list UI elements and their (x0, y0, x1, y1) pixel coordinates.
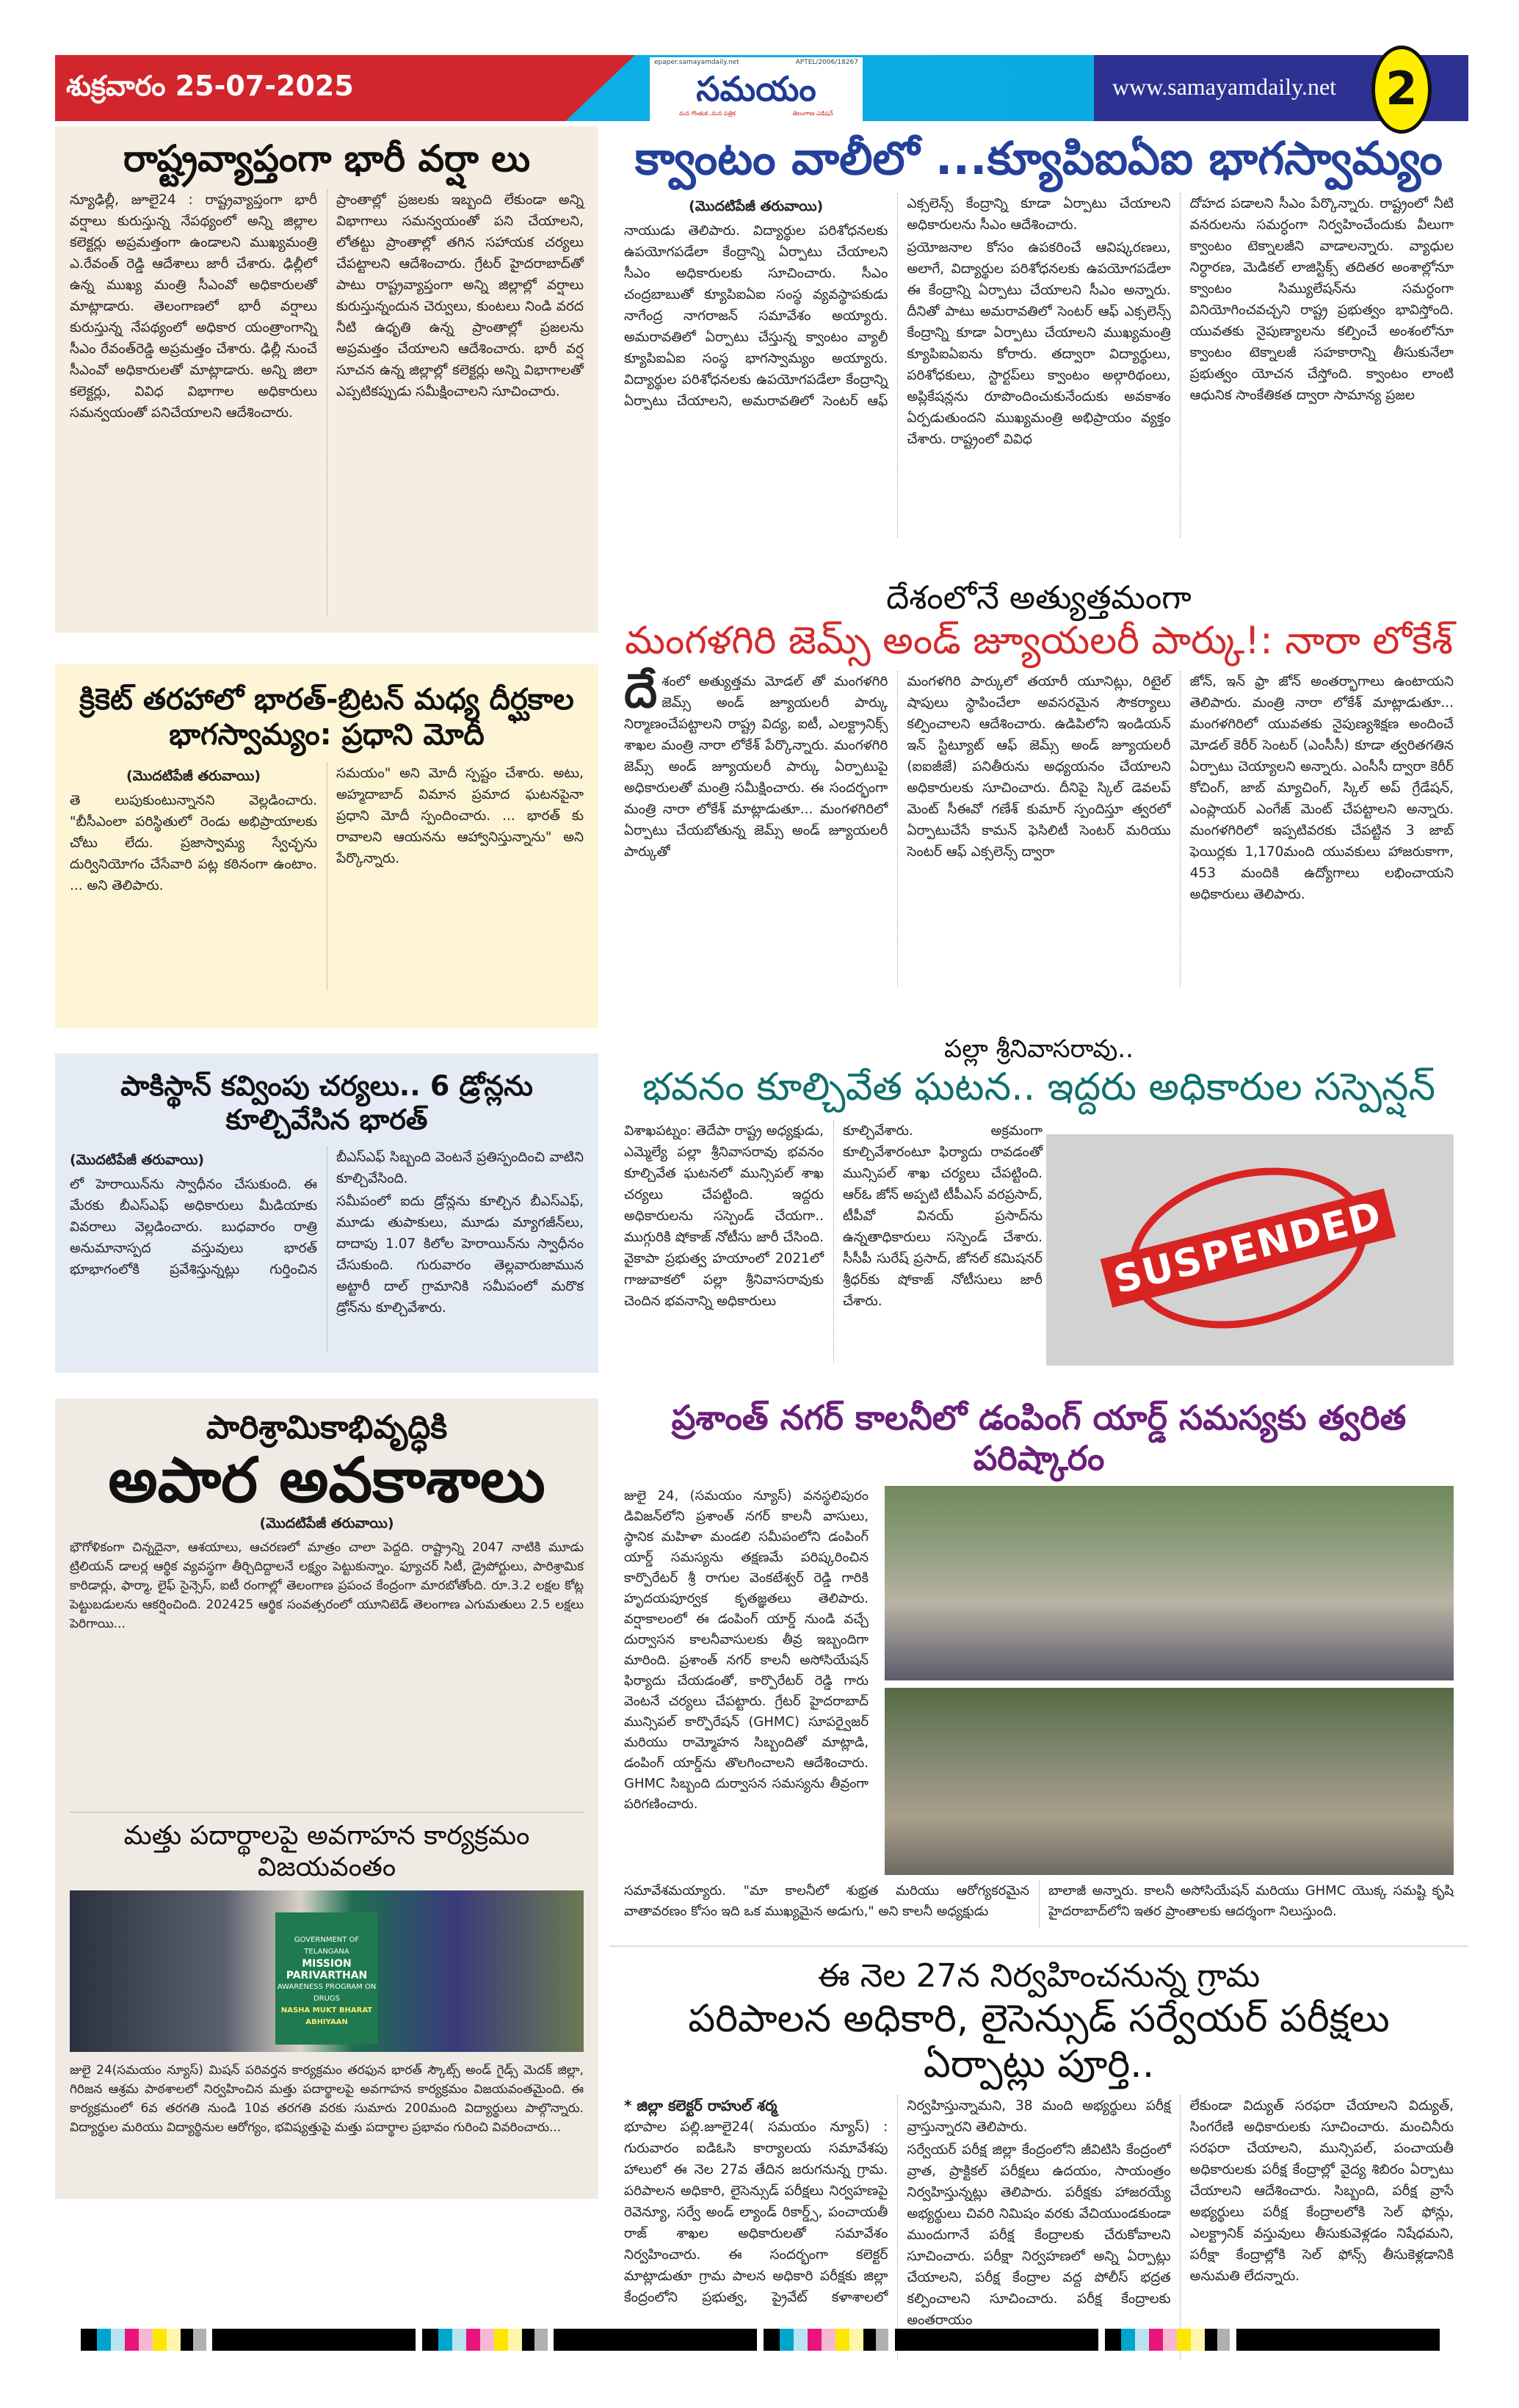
continued-label: (మొదటిపేజీ తరువాయి) (126, 768, 261, 784)
color-swatch (1230, 2329, 1236, 2351)
suspended-stamp-image (1046, 1134, 1454, 1366)
headline: రాష్ట్రవ్యాప్తంగా భారీ వర్షా లు (123, 137, 531, 180)
headline: అపార అవకాశాలు (108, 1443, 545, 1516)
print-color-bar (81, 2329, 1446, 2351)
article-paragraph: ప్రాంతాల్లో ప్రజలకు ఇబ్బంది లేకుండా అన్ని విభాగాలు సమన్వయంతో పని చేయాలని, లోతట్టు ప్రాంతాల్లో తగిన సహాయక చర్యలు చేపట్టాలని ఆదేశించారు. గ్రేటర్ హైదరాబాద్‌తో పాటు రాష్ట్రవ్యాప్తంగా అన్ని జిల్లాల్లో వర్షాలు కురుస్తున్నందున చెర్వులు, కుంటలు నిండి వరద నీటి ఉధృతి ఉన్న ప్రాంతాల్లో ప్రజలను అప్రమత్తం చేయాలని ఆదేశించారు. భారీ వర్ష సూచన ఉన్న జిల్లాల్లో కలెక్టర్లు అన్ని విభాగాలతో ఎప్పటికప్పుడు సమీక్షించాలని సూచించారు. (336, 192, 584, 399)
article-paragraph: సమీపంలో ఐదు డ్రోన్లను కూల్చిన బీఎస్ఎఫ్, మూడు తుపాకులు, మూడు మ్యాగజీన్‌లు, దాదాపు 1.07 కిలోల హెరాయిన్‌ను స్వాధీనం చేసుకుంది. గురువారం తెల్లవారుజామున అట్టారీ దాల్ గ్రామానికి సమీపంలో మరొక డ్రోన్‌ను కూల్చివేశారు. (336, 1194, 584, 1316)
headline: ప్రశాంత్ నగర్ కాలనీలో డంపింగ్ యార్డ్ సమస్యకు త్వరిత పరిష్కారం (671, 1398, 1407, 1479)
issue-date: శుక్రవారం 25-07-2025 (66, 70, 354, 102)
color-swatch (1105, 2329, 1121, 2351)
color-swatch (466, 2329, 480, 2351)
color-swatch (534, 2329, 547, 2351)
color-swatch (81, 2329, 97, 2351)
color-swatch (1440, 2329, 1446, 2351)
article-pakistan (55, 1054, 598, 1373)
banner-line: AWARENESS PROGRAM ON DRUGS (277, 1983, 377, 2003)
banner-line: GOVERNMENT OF TELANGANA (294, 1936, 360, 1956)
headline-kicker: దేశంలోనే అత్యుత్తమంగా (886, 579, 1192, 617)
color-swatch (822, 2329, 835, 2351)
color-swatch (1236, 2329, 1440, 2351)
color-swatch (888, 2329, 895, 2351)
color-swatch (508, 2329, 522, 2351)
color-swatch (1177, 2329, 1191, 2351)
color-swatch (416, 2329, 422, 2351)
color-swatch (757, 2329, 764, 2351)
color-swatch (764, 2329, 780, 2351)
banner-line: MISSION (302, 1958, 352, 1970)
headline: పరిపాలన అధికారి, లైసెన్సుడ్ సర్వేయర్ పరీక్షలు ఏర్పాట్లు పూర్తి.. (688, 1996, 1390, 2087)
color-swatch (548, 2329, 554, 2351)
newspaper-logo (650, 57, 863, 123)
color-swatch (1135, 2329, 1149, 2351)
color-swatch (835, 2329, 849, 2351)
color-swatch (794, 2329, 808, 2351)
headline-kicker: ఈ నెల 27న నిర్వహించనున్న గ్రామ (817, 1957, 1261, 1995)
article-paragraph: విశాఖపట్నం: తెదేపా రాష్ట్ర అధ్యక్షుడు, ఎమ్మెల్యే పల్లా శ్రీనివాసరావు భవనం కూల్చివేత ఘటనలో మున్సిపల్ శాఖ చర్యలు చేపట్టింది. ఇద్దరు అధికారులను సస్పెండ్ చేయగా.. ముగ్గురికి షోకాజ్ నోటీసు జారీ చేసింది. వైకాపా ప్రభుత్వ హయాంలో 2021లో గాజువాకలో పల్లా శ్రీనివాసరావుకు చెందిన భవనాన్ని అధికారులు (624, 1123, 824, 1310)
drugs-headline: మత్తు పదార్థాలపై అవగాహన కార్యక్రమం విజయవంతం (123, 1820, 530, 1883)
headline: క్వాంటం వాలీలో ...క్యూపిఐఏఐ భాగస్వామ్యం (635, 131, 1443, 185)
article-divider (70, 1812, 584, 1813)
logo-tagline: మన గొంతుక..మన పత్రిక (679, 110, 736, 117)
logo-url: epaper.samayamdaily.net (654, 59, 739, 66)
color-swatch (808, 2329, 822, 2351)
color-swatch (863, 2329, 876, 2351)
color-swatch (212, 2329, 416, 2351)
article-paragraph: జోన్, ఇన్ ఫ్రా జోన్ అంతర్భాగాలు ఉంటాయని తెలిపారు. మంత్రి నారా లోకేశ్ మాట్లాడుతూ... మంగళగిరిలో యువతకు నైపుణ్యశిక్షణ అందించే మోడల్ కెరీర్ సెంటర్ (ఎంసీసీ) కూడా త్వరితగతిన ఏర్పాటు చెయ్యాలని అన్నారు. ఎంసీసీ ద్వారా కెరీర్ కోచింగ్, జాబ్ మ్యాచింగ్, స్కిల్ అప్ గ్రేడేషన్, ఎంప్లాయర్ ఎంగేజ్ మెంట్ చేపట్టాలని అన్నారు. మంగళగిరిలో ఇప్పటివరకు చేపట్టిన 3 జాబ్ ఫెయిర్లకు 1,170మంది యువకులు హాజరుకాగా, 453 మందికి ఉద్యోగాలు లభించాయని అధికారులు తెలిపారు. (1189, 674, 1454, 903)
headline: మంగళగిరి జెమ్స్ అండ్ జ్యూయలరీ పార్కు!: నారా లోకేశ్ (625, 618, 1453, 663)
article-paragraph: సమయం" అని మోదీ స్పష్టం చేశారు. అటు, అహ్మదాబాద్ విమాన ప్రమాద ఘటనపైనా ప్రధాని మోదీ స్పందించారు. ... భారత్ కు రావాలని ఆయనను ఆహ్వానిస్తున్నాను" అని పేర్కొన్నారు. (336, 766, 584, 866)
color-swatch (139, 2329, 153, 2351)
article-paragraph: ప్రయోజనాల కోసం ఉపకరించే ఆవిష్కరణలు, అలాగే, విద్యార్థుల పరిశోధనలకు ఉపయోగపడేలా ఈ కేంద్రాన్ని ఏర్పాటు చేయాలని సీఎం అన్నారు. దీనితో పాటు అమరావతిలో సెంటర్ ఆఫ్ ఎక్సలెన్స్ కేంద్రాన్ని కూడా ఏర్పాటు చేయాలని ముఖ్యమంత్రి క్యూపిఐఏఐను కోరారు. తద్వారా విద్యార్థులు, పరిశోధకులు, స్టార్టప్‌లు క్వాంటం అల్గారిథంలు, అప్లికేషన్లను రూపొందించుకునేందుకు అవకాశం ఏర్పడుతుందని ముఖ్యమంత్రి అభిప్రాయం వ్యక్తం చేశారు. రాష్ట్రంలో వివిధ (907, 240, 1171, 448)
headline-kicker: పల్లా శ్రీనివాసరావు.. (944, 1034, 1134, 1064)
color-swatch (1163, 2329, 1177, 2351)
headline: భవనం కూల్చివేత ఘటన.. ఇద్దరు అధికారుల సస్పెన్షన్ (642, 1065, 1436, 1109)
color-swatch (480, 2329, 494, 2351)
headline-kicker: పారిశ్రామికాభివృద్ధికి (206, 1409, 448, 1446)
logo-text: సమయం (696, 69, 816, 109)
color-swatch (193, 2329, 206, 2351)
article-paragraph: తె లుపుకుంటున్నానని వెల్లడించారు. "బీసీఎంలా పరిస్థితులో రెండు అభిప్రాయాలకు చోటు లేదు. ప్రజాస్వామ్య స్వేచ్ఛను దుర్వినియోగం చేసేవారి పట్ల కఠినంగా ఉంటాం. ... అని తెలిపారు. (70, 793, 317, 893)
color-swatch (153, 2329, 167, 2351)
color-swatch (1205, 2329, 1217, 2351)
dumping-yard-photo (885, 1688, 1454, 1875)
article-paragraph: భూపాల పల్లి.జూలై24( సమయం న్యూస్) : గురువారం ఐడిఓసి కార్యాలయ సమావేశపు హాలులో ఈ నెల 27వ తేదిన జరుగనున్న గ్రామ. పరిపాలన అధికారి, లైసెన్సుడ్ పరీక్షలు నిర్వహణపై రెవెన్యూ, సర్వే అండ్ ల్యాండ్ రికార్డ్స్, పంచాయతీ రాజ్ శాఖల అధికారులతో సమావేశం నిర్వహించారు. ఈ సందర్భంగా కలెక్టర్ మాట్లాడుతూ గ్రామ పాలన అధికారి పరీక్షకు జిల్లా కేంద్రంలోని ప్రభుత్వ, ప్రైవేట్ కళాశాలలో నిర్వహిస్తున్నామని, 38 మంది అభ్యర్థులు పరీక్ష వ్రాస్తున్నారని తెలిపారు. (624, 2097, 1171, 2305)
color-swatch (494, 2329, 508, 2351)
color-swatch (125, 2329, 139, 2351)
dumping-footer-text (624, 1881, 1454, 1928)
color-swatch (876, 2329, 888, 2351)
article-paragraph: శంలో అత్యుత్తమ మోడల్ తో మంగళగిరి జెమ్స్ అండ్ జ్యూయలరీ పార్కు నిర్మాణంచేపట్టాలని రాష్ట్ర విద్య, ఐటీ, ఎలక్ట్రానిక్స్ శాఖల మంత్రి నారా లోకేశ్ పేర్కొన్నారు. మంగళగిరి జెమ్స్ అండ్ జ్యూయలరీ పార్కు ఏర్పాటుపై అధికారులతో మంత్రి సమీక్షించారు. ఈ సందర్భంగా మంత్రి నారా లోకేశ్ మాట్లాడుతూ... మంగళగిరిలో ఏర్పాటు చేయబోతున్న జెమ్స్ అండ్ జ్యూయలరీ పార్కుతో (624, 674, 888, 860)
color-swatch (1098, 2329, 1105, 2351)
logo-edition: తెలంగాణ ఎడిషన్ (792, 110, 833, 117)
color-swatch (1149, 2329, 1163, 2351)
article-rains (55, 126, 598, 633)
article-paragraph: న్యూఢిల్లీ, జూలై24 : రాష్ట్రవ్యాప్తంగా భారీ వర్షాలు కురుస్తున్న నేపథ్యంలో అన్ని జిల్లాల కలెక్టర్లు అప్రమత్తంగా ఉండాలని ముఖ్యమంత్రి ఎ.రేవంత్ రెడ్డి ఆదేశాలు జారీ చేశారు. ఢిల్లీలో ఉన్న ముఖ్య మంత్రి సీఎంవో అధికారులతో మాట్లాడారు. తెలంగాణలో భారీ వర్షాలు కురుస్తున్న నేపథ్యంలో అధికార యంత్రాంగాన్ని సీఎం రేవంత్‌రెడ్డి అప్రమత్తం చేశారు. ఢిల్లీ నుంచే సీఎంవో అధికారులతో మాట్లాడారు. అన్ని జిలా కలెక్టర్లు, వివిధ విభాగాల అధికారులు సమన్వయంతో పనిచేయాలని ఆదేశించారు. (70, 192, 317, 421)
article-paragraph: లో హెరాయిన్‌ను స్వాధీనం చేసుకుంది. ఈ మేరకు బీఎస్ఎఫ్ అధికారులు మీడియాకు వివరాలు వెల్లడించారు. బుధవారం రాత్రి అనుమానాస్పద వస్తువులు భారత్ భూభాగంలోకి ప్రవేశిస్తున్నట్లు గుర్తించిన బీఎస్ఎఫ్ సిబ్బంది వెంటనే ప్రతిస్పందించి వాటిని కూల్చివేసింది. (70, 1150, 584, 1278)
byline: * జిల్లా కలెక్టర్ రాహుల్ శర్మ (624, 2096, 777, 2114)
logo-reg: APTEL/2006/18267 (795, 59, 858, 66)
article-cricket (55, 664, 598, 1028)
banner-line: PARIVARTHAN (286, 1970, 368, 1982)
color-swatch (849, 2329, 863, 2351)
article-paragraph: దోహద పడాలని సీఎం పేర్కొన్నారు. రాష్ట్రంలో నీటి వనరులను సమర్ధంగా నిర్వహించేందుకు వీలుగా క్వాంటం టెక్నాలజీని వాడాలన్నారు. వ్యాధుల నిర్ధారణ, మెడికల్ లాజిస్టిక్స్ తదితర అంశాల్లోనూ క్వాంటం సిమ్యులేషన్‌ను సమర్ధంగా వినియోగించవచ్చని రాష్ట్ర ప్రభుత్వం భావిస్తోంది. యువతకు నైపుణ్యాలను కల్పించే అంశంలోనూ క్వాంటం టెక్నాలజీ సహకారాన్ని తీసుకునేలా ప్రభుత్వం యోచన చేస్తోంది. క్వాంటం లాంటి ఆధునిక సాంకేతికత ద్వారా సామాన్య ప్రజల (1189, 196, 1454, 404)
color-swatch (780, 2329, 794, 2351)
article-paragraph: భౌగోళికంగా చిన్నదైనా, ఆశయాలు, ఆచరణలో మాత్రం చాలా పెద్దది. రాష్ట్రాన్ని 2047 నాటికి మూడు ట్రిలియన్ డాలర్ల ఆర్థిక వ్యవస్థగా తీర్చిదిద్దాలనే లక్ష్యం పెట్టుకున్నాం. ఫ్యూచర్ సిటీ, డ్రైపోర్టులు, పారిశ్రామిక కారిడార్లు, ఫార్మా, లైఫ్ సైన్సెస్, ఐటీ రంగాల్లో తెలంగాణ ప్రపంచ కేంద్రంగా మారబోతోంది. రూ.3.2 లక్షల కోట్ల పెట్టుబడులను ఆకర్షించింది. 202425 ఆర్థిక సంవత్సరంలో యూనిటెడ్ తెలంగాణ ఎగుమతులు 2.5 లక్షలు పెరిగాయి... (70, 1540, 584, 1631)
color-swatch (206, 2329, 213, 2351)
article-paragraph: జులై 24, (సమయం న్యూస్) వనస్థలిపురం డివిజన్‌లోని ప్రశాంత్ నగర్ కాలనీ వాసులు, స్థానిక మహిళా మండలి సమీపంలోని డంపింగ్ యార్డ్ సమస్యను తక్షణమే పరిష్కరించిన కార్పొరేటర్ శ్రీ రాగుల వెంకటేశ్వర్ రెడ్డి గారికి హృదయపూర్వక కృతజ్ఞతలు తెలిపారు. వర్షాకాలంలో ఈ డంపింగ్ యార్డ్ నుండి వచ్చే దుర్వాసన కాలనీవాసులకు తీవ్ర ఇబ్బందిగా మారింది. ప్రశాంత్ నగర్ కాలనీ అసోసియేషన్ ఫిర్యాదు చేయడంతో, కార్పొరేటర్ రెడ్డి గారు వెంటనే చర్యలు చేపట్టారు. గ్రేటర్ హైదరాబాద్ మున్సిపల్ కార్పొరేషన్ (GHMC) సూపర్వైజర్ మరియు రామ్మోహన సిబ్బందితో మాట్లాడి, డంపింగ్ యార్డ్‌ను తొలగించాలని ఆదేశించారు. GHMC సిబ్బంది దుర్వాసన సమస్యను తీవ్రంగా పరిగణించారు. (624, 1488, 869, 1813)
article-paragraph: సమావేశమయ్యారు. "మా కాలనీలో శుభ్రత మరియు ఆరోగ్యకరమైన వాతావరణం కోసం ఇది ఒక ముఖ్యమైన అడుగు," అని కాలనీ అధ్యక్షుడు (624, 1883, 1029, 1919)
banner-line: NASHA MUKT BHARAT ABHIYAAN (280, 2006, 373, 2027)
article-demolition (609, 1024, 1468, 1377)
article-dumping-yard (609, 1388, 1468, 1938)
page-number-badge: 2 (1371, 46, 1432, 134)
stamp-ring (1109, 1144, 1387, 1352)
stamp-text: SUSPENDED (1101, 1189, 1396, 1308)
color-swatch (181, 2329, 193, 2351)
color-swatch (1217, 2329, 1230, 2351)
headline: క్రికెట్ తరహాలో భారత్-బ్రిటన్ మధ్య దీర్ఘకాల భాగస్వామ్యం: ప్రధాని మోదీ (79, 683, 574, 752)
article-paragraph: లేకుండా విద్యుత్ సరఫరా చేయాలని విద్యుత్, సింగరేణి అధికారులకు సూచించారు. మంచినీరు సరఫరా చేయాలని, మున్సిపల్, పంచాయతీ అధికారులకు పరీక్ష కేంద్రాల్లో వైద్య శిబిరం ఏర్పాటు చేయాలని ఆదేశించారు. సిబ్బంది, పరీక్ష వ్రాసే అభ్యర్థులు పరీక్ష కేంద్రాలలోకి సెల్ ఫోన్లు, ఎలక్ట్రానిక్ వస్తువులు తీసుకువెళ్లడం నిషేధమని, పరీక్షా కేంద్రాల్లోకి సెల్ ఫోన్స్ తీసుకెళ్లడానికి అనుమతి లేదన్నారు. (1189, 2097, 1454, 2284)
article-paragraph: మంగళగిరి పార్కులో తయారీ యూనిట్లు, రిటైల్ షాపులు స్థాపించేలా అవసరమైన సౌకర్యాలు కల్పించాలని ఆదేశించారు. ఉడిపిలోని ఇండియన్ ఇన్ స్టిట్యూట్ ఆఫ్ జెమ్స్ అండ్ జ్యూయలరీ (ఐఐజీజే) పనితీరును అధ్యయనం చేయాలని అధికారులకు సూచించారు. దీనిపై స్కిల్ డెవలప్ మెంట్ సీఈవో గణేశ్ కుమార్ స్పందిస్తూ త్వరలో ఏర్పాటుచేసే కామన్ ఫెసిలిటీ సెంటర్ మరియు సెంటర్ ఆఫ్ ఎక్సలెన్స్ ద్వారా (907, 674, 1171, 860)
color-swatch (1121, 2329, 1135, 2351)
continued-label: (మొదటిపేజీ తరువాయి) (70, 1152, 205, 1169)
color-swatch (452, 2329, 466, 2351)
corporator-visit-photo (885, 1486, 1454, 1680)
color-swatch (1191, 2329, 1205, 2351)
article-paragraph: కూల్చివేశారు. అక్రమంగా కూల్చివేశారంటూ ఫిర్యాదు రావడంతో మున్సిపల్ శాఖ చర్యలు చేపట్టింది. ఆర్ఓ జోన్ అప్పటి టీపీఎస్ వరప్రసాద్, టీపీవో వినయ్ ప్రసాద్‌ను ఉన్నతాధికారులు సస్పెండ్ చేశారు. సీసీపీ సురేష్ ప్రసాద్, జోనల్ కమిషనర్ శ్రీధర్‌కు షోకాజ్ నోటీసులు జారీ చేశారు. (843, 1123, 1043, 1310)
article-paragraph: బాలాజీ అన్నారు. కాలనీ అసోసియేషన్ మరియు GHMC యొక్క సమష్టి కృషి హైదరాబాద్‌లోని ఇతర ప్రాంతాలకు ఆదర్శంగా నిలుస్తుంది. (1048, 1883, 1454, 1919)
website-link[interactable]: www.samayamdaily.net (1112, 73, 1337, 100)
dumping-photos (885, 1486, 1454, 1875)
article-paragraph: జులై 24(సమయం న్యూస్) మిషన్ పరివర్తన కార్యక్రమం తరఫున భారత్ స్కౌట్స్ అండ్ గైడ్స్ మెదక్ జిల్లా, గిరిజన ఆశ్రమ పాఠశాలలో నిర్వహించిన మత్తు పదార్థాలపై అవగాహన కార్యక్రమం విజయవంతమైంది. ఈ కార్యక్రమంలో 6వ తరగతి నుండి 10వ తరగతి వరకు సుమారు 200మంది విద్యార్థులు పాల్గొన్నారు. విద్యార్థుల మరియు విద్యార్థినుల ఆరోగ్యం, భవిష్యత్తుపై మత్తు పదార్థాల ప్రభావం గురించి వివరించారు... (70, 2063, 584, 2136)
continued-label: (మొదటిపేజీ తరువాయి) (689, 198, 824, 215)
color-swatch (111, 2329, 125, 2351)
color-swatch (422, 2329, 438, 2351)
article-gems (609, 569, 1468, 1009)
color-swatch (554, 2329, 757, 2351)
article-quantum (609, 121, 1468, 554)
drop-cap: దే (624, 664, 658, 719)
color-swatch (438, 2329, 452, 2351)
article-exams (609, 1945, 1468, 2328)
article-paragraph: నాయుడు తెలిపారు. విద్యార్థుల పరిశోధనలకు ఉపయోగపడేలా కేంద్రాన్ని ఏర్పాటు చేయాలని సీఎం అధికారులకు సూచించారు. సీఎం చంద్రబాబుతో క్యూపిఐఏఐ సంస్థ వ్యవస్థాపకుడు నాగేంద్ర నాగరాజన్ సమావేశం అయ్యారు. అమరావతిలో ఏర్పాటు చేస్తున్న క్వాంటం వ్యాలీ క్యూపిఐఏఐ సంస్థ భాగస్వామ్యం అయ్యారు. విద్యార్థుల పరిశోధనలకు ఉపయోగపడేలా కేంద్రాన్ని ఏర్పాటు చేయాలని, అమరావతిలో సెంటర్ ఆఫ్ ఎక్సలెన్స్ కేంద్రాన్ని కూడా ఏర్పాటు చేయాలని అధికారులను సీఎం ఆదేశించారు. (624, 196, 1171, 410)
color-swatch (895, 2329, 1098, 2351)
headline: పాకిస్థాన్ కవ్వింపు చర్యలు.. 6 డ్రోన్లను కూల్చివేసిన భారత్ (120, 1070, 533, 1136)
color-swatch (167, 2329, 181, 2351)
article-industry (55, 1399, 598, 2199)
color-swatch (522, 2329, 534, 2351)
color-swatch (97, 2329, 111, 2351)
mission-parivarthan-banner (275, 1912, 378, 2045)
continued-label: (మొదటిపేజీ తరువాయి) (259, 1515, 394, 1531)
drugs-awareness-photo (70, 1890, 584, 2052)
dumping-body-column (624, 1486, 869, 1875)
article-paragraph: సర్వేయర్ పరీక్ష జిల్లా కేంద్రంలోని జీవిటిసి కేంద్రంలో వ్రాత, ప్రాక్టికల్ పరీక్షలు ఉదయం, సాయంత్రం నిర్వహిస్తున్నట్లు తెలిపారు. పరీక్షకు హాజరయ్యే అభ్యర్థులు చివరి నిమిషం వరకు వేచియుండకుండా ముందుగానే పరీక్ష కేంద్రాలకు చేరుకోవాలని సూచించారు. పరీక్షా నిర్వహణలో అన్ని ఏర్పాట్లు చేయాలని, పరీక్ష కేంద్రాల వద్ద పోలీస్ భద్రత కల్పించాలని సూచించారు. పరీక్ష కేంద్రాలకు అంతరాయం (907, 2142, 1171, 2328)
